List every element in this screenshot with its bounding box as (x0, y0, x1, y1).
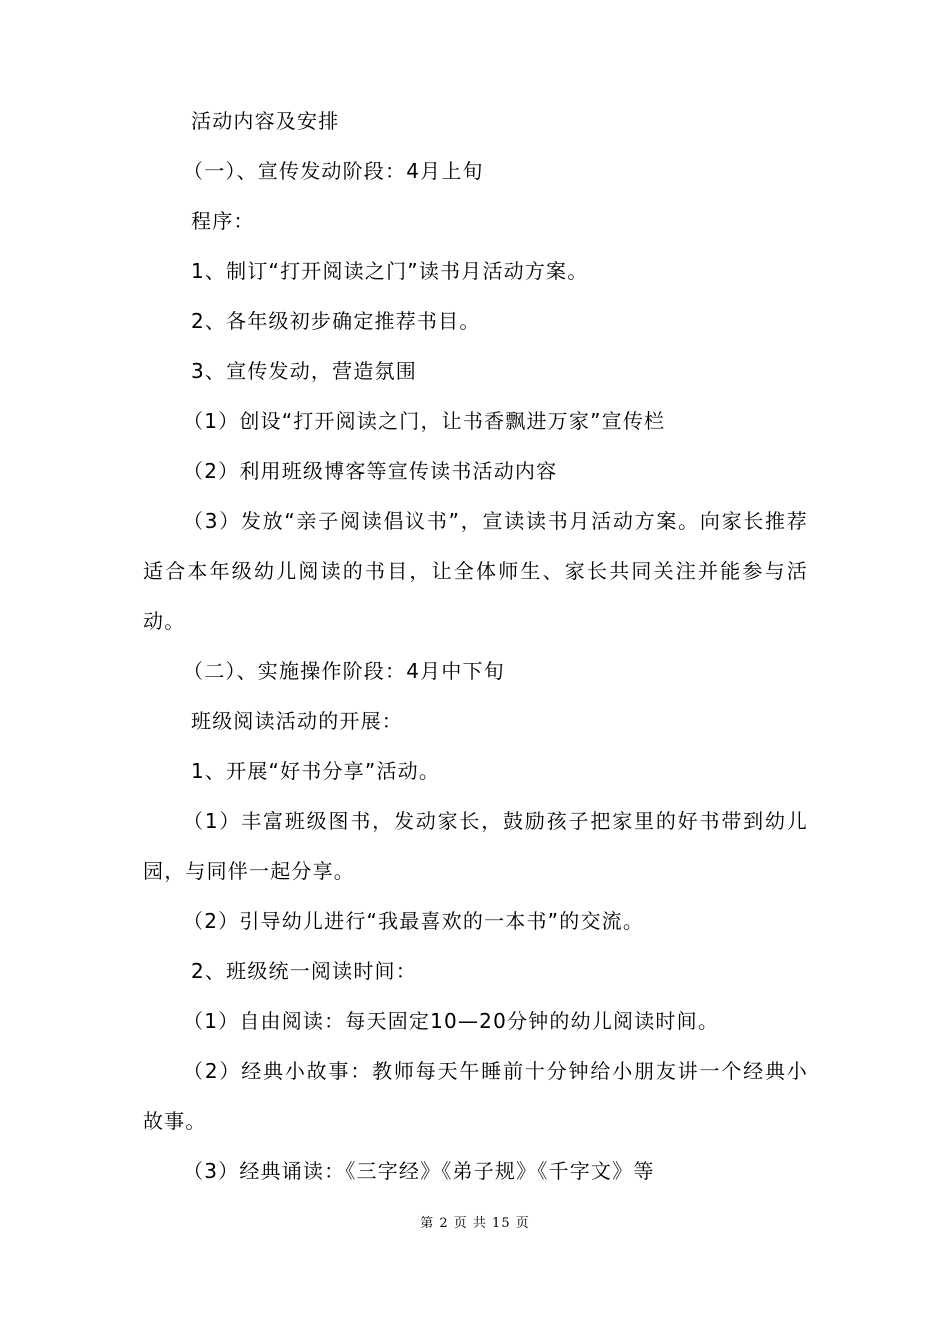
paragraph: （2）经典小故事：教师每天午睡前十分钟给小朋友讲一个经典小故事。 (143, 1059, 808, 1133)
paragraph: （一）、宣传发动阶段：4月上旬 (183, 159, 484, 183)
paragraph: 1、开展“好书分享”活动。 (191, 759, 441, 783)
paragraph: 班级阅读活动的开展： (191, 709, 403, 733)
paragraph: 2、各年级初步确定推荐书目。 (191, 309, 481, 333)
page-footer (0, 1214, 950, 1234)
paragraph: （1）创设“打开阅读之门，让书香飘进万家”宣传栏 (183, 409, 666, 433)
paragraph: （二）、实施操作阶段：4月中下旬 (183, 659, 505, 683)
paragraph: 2、班级统一阅读时间： (191, 959, 417, 983)
page-number-label: 第 2 页 共 15 页 (420, 1216, 530, 1231)
paragraph: （1）自由阅读：每天固定10—20分钟的幼儿阅读时间。 (183, 1009, 720, 1033)
paragraph: （2）引导幼儿进行“我最喜欢的一本书”的交流。 (183, 909, 645, 933)
paragraph: （2）利用班级博客等宣传读书活动内容 (183, 459, 558, 483)
paragraph: 3、宣传发动，营造氛围 (191, 359, 417, 383)
paragraph: （3）发放“亲子阅读倡议书”，宣读读书月活动方案。向家长推荐适合本年级幼儿阅读的书目，让全体师生、家长共同关注并能参与活动。 (143, 509, 808, 633)
paragraph: （1）丰富班级图书，发动家长，鼓励孩子把家里的好书带到幼儿园，与同伴一起分享。 (143, 809, 808, 883)
paragraph: 活动内容及安排 (191, 109, 340, 133)
paragraph: （3）经典诵读：《三字经》《弟子规》《千字文》等 (183, 1159, 655, 1183)
paragraph: 1、制订“打开阅读之门”读书月活动方案。 (191, 259, 589, 283)
document-body (143, 96, 808, 1196)
paragraph: 程序： (191, 209, 255, 233)
